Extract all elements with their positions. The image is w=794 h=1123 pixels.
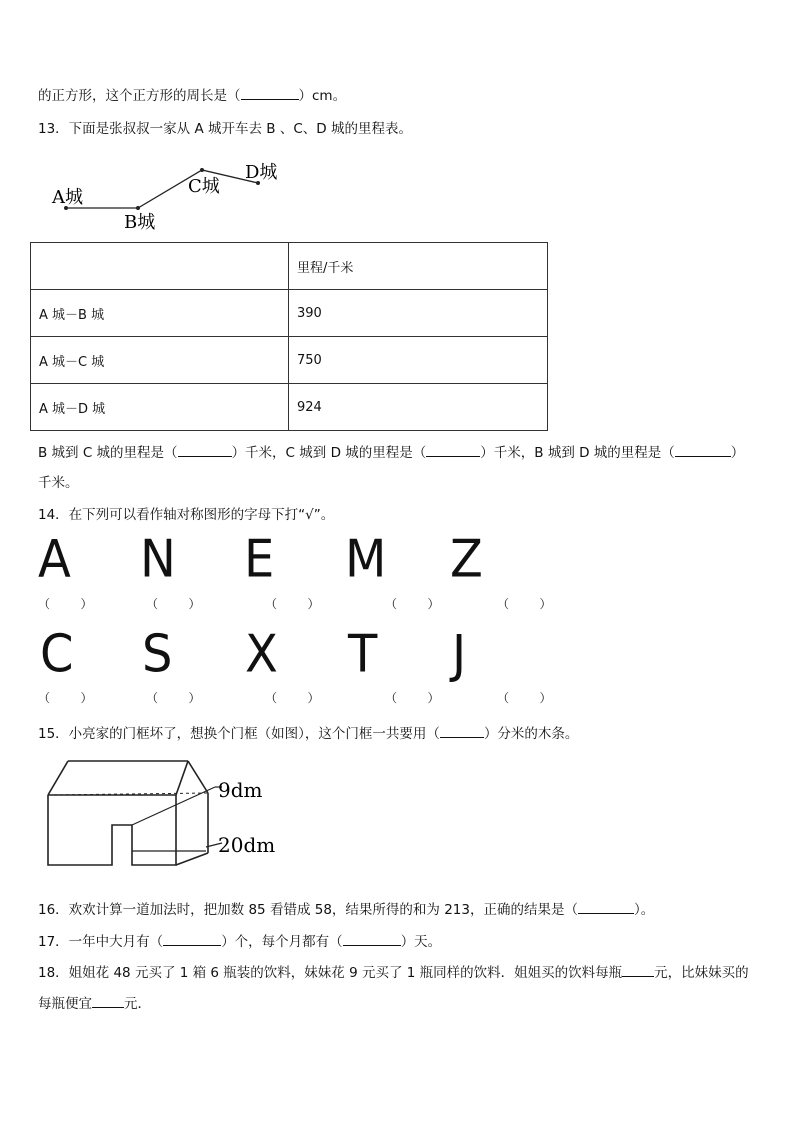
q15-line xyxy=(38,722,578,742)
q17-blank-days[interactable] xyxy=(343,933,401,946)
letter-t: T xyxy=(348,623,378,685)
q16-answer-blank[interactable] xyxy=(578,901,634,914)
table-row xyxy=(31,290,548,337)
q18-line2 xyxy=(38,992,151,1012)
label-a: A城 xyxy=(52,187,83,208)
letter-x: X xyxy=(245,623,278,685)
table-cell: A 城－D 城 xyxy=(31,384,289,431)
answer-paren[interactable]: （ ） xyxy=(385,691,440,705)
q18-text: 元，比妹妹买的 xyxy=(654,965,749,981)
label-20dm: 20dm xyxy=(218,833,276,857)
q13-blank-cd[interactable] xyxy=(426,444,480,457)
q15-answer-blank[interactable] xyxy=(440,725,484,738)
route-line xyxy=(66,170,258,208)
table-row xyxy=(31,384,548,431)
door-frame-diagram xyxy=(40,755,290,875)
q13-q-text: ）千米，C 城到 D 城的里程是（ xyxy=(231,445,427,461)
point-b xyxy=(136,206,140,210)
q13-question-line2: 千米。 xyxy=(38,475,79,491)
letter-j: J xyxy=(452,623,467,685)
q16-text-before: 16．欢欢计算一道加法时，把加数 85 看错成 58，结果所得的和为 213，正确的结果是（ xyxy=(38,902,578,918)
table-header-row xyxy=(31,243,548,290)
q18-blank-cheaper[interactable] xyxy=(92,995,124,1008)
q18-line1 xyxy=(38,961,749,981)
label-d: D城 xyxy=(245,162,278,183)
q13-blank-bd[interactable] xyxy=(675,444,731,457)
label-c: C城 xyxy=(188,176,220,197)
q13-q-text: ） xyxy=(730,445,745,461)
table-cell: 390 xyxy=(289,290,548,337)
table-header-cell: 里程/千米 xyxy=(289,243,548,290)
table-cell: A 城－C 城 xyxy=(31,337,289,384)
q17-text: ）天。 xyxy=(400,934,442,950)
letter-m: M xyxy=(345,528,387,590)
label-9dm: 9dm xyxy=(218,778,263,802)
answer-paren[interactable]: （ ） xyxy=(38,691,93,705)
table-row xyxy=(31,337,548,384)
letter-a: A xyxy=(38,528,71,590)
answer-paren[interactable]: （ ） xyxy=(265,691,320,705)
answer-paren[interactable]: （ ） xyxy=(38,597,93,611)
mileage-table xyxy=(30,242,548,431)
letter-s: S xyxy=(142,623,173,685)
table-header-cell xyxy=(31,243,289,290)
route-diagram xyxy=(40,158,340,238)
q12-text-after: ）cm。 xyxy=(298,88,347,104)
q17-line xyxy=(38,930,441,950)
q13-prompt: 13．下面是张叔叔一家从 A 城开车去 B 、C、D 城的里程表。 xyxy=(38,121,412,137)
letter-z: Z xyxy=(450,528,483,590)
q18-text: 18．姐姐花 48 元买了 1 箱 6 瓶装的饮料，妹妹花 9 元买了 1 瓶同样的饮料．姐姐买的饮料每瓶 xyxy=(38,965,623,981)
q15-text-after: ）分米的木条。 xyxy=(483,726,579,742)
q17-blank-months[interactable] xyxy=(163,933,221,946)
q14-prompt: 14．在下列可以看作轴对称图形的字母下打“√”。 xyxy=(38,507,335,523)
q15-text-before: 15．小亮家的门框坏了，想换个门框（如图），这个门框一共要用（ xyxy=(38,726,440,742)
letter-e: E xyxy=(244,528,275,590)
q12-answer-blank[interactable] xyxy=(241,87,299,100)
table-cell: 924 xyxy=(289,384,548,431)
q18-text: 每瓶便宜 xyxy=(38,996,92,1012)
answer-paren[interactable]: （ ） xyxy=(146,691,201,705)
q12-tail-line xyxy=(38,84,346,104)
answer-paren[interactable]: （ ） xyxy=(265,597,320,611)
q17-text: ）个，每个月都有（ xyxy=(221,934,343,950)
answer-paren[interactable]: （ ） xyxy=(497,691,552,705)
q16-line xyxy=(38,898,654,918)
table-cell: 750 xyxy=(289,337,548,384)
letter-c: C xyxy=(40,623,74,685)
q13-q-text: ）千米，B 城到 D 城的里程是（ xyxy=(480,445,675,461)
q18-text: 元． xyxy=(124,996,151,1012)
point-c xyxy=(200,168,204,172)
label-b: B城 xyxy=(124,212,156,233)
q12-text-before: 的正方形，这个正方形的周长是（ xyxy=(38,88,241,104)
q17-text: 17．一年中大月有（ xyxy=(38,934,164,950)
q13-question-line1 xyxy=(38,441,744,461)
answer-paren[interactable]: （ ） xyxy=(385,597,440,611)
answer-paren[interactable]: （ ） xyxy=(146,597,201,611)
letter-n: N xyxy=(140,528,176,590)
q13-blank-bc[interactable] xyxy=(178,444,232,457)
q16-text-after: ）。 xyxy=(633,902,655,918)
q18-blank-price[interactable] xyxy=(622,964,654,977)
table-cell: A 城－B 城 xyxy=(31,290,289,337)
answer-paren[interactable]: （ ） xyxy=(497,597,552,611)
q13-q-text: B 城到 C 城的里程是（ xyxy=(38,445,178,461)
